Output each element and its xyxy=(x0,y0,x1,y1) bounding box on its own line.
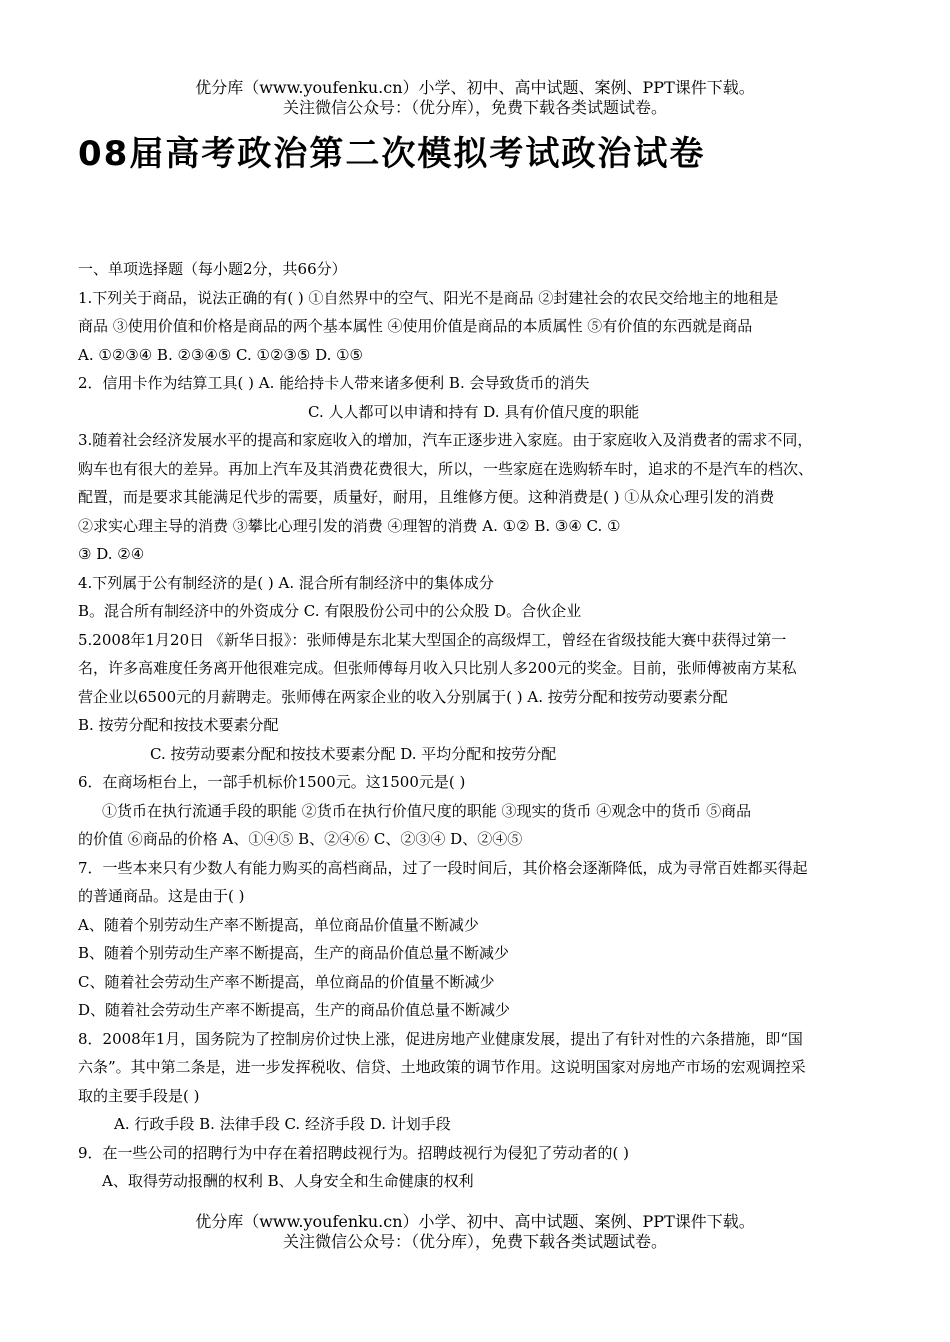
header-line-1: 优分库（www.youfenku.cn）小学、初中、高中试题、案例、PPT课件下载。 xyxy=(195,78,755,97)
question-7-line-2: 的普通商品。这是由于( ) xyxy=(78,887,245,905)
question-1-line-1: 1.下列关于商品，说法正确的有( ) ①自然界中的空气、阳光不是商品 ②封建社会的农民交给地主的地租是 xyxy=(78,288,779,307)
question-9-options: A、取得劳动报酬的权利 B、人身安全和生命健康的权利 xyxy=(102,1172,474,1190)
question-8-options: A. 行政手段 B. 法律手段 C. 经济手段 D. 计划手段 xyxy=(114,1115,451,1133)
question-3-line-3: 配置，而是要求其能满足代步的需要，质量好，耐用，且维修方便。这种消费是( ) ①从众心理引发的消费 xyxy=(78,488,775,506)
question-1-options: A. ①②③④ B. ②③④⑤ C. ①②③⑤ D. ①⑤ xyxy=(78,345,363,364)
question-6-line-1: 6．在商场柜台上，一部手机标价1500元。这1500元是( ) xyxy=(78,773,466,791)
question-7-option-c: C、随着社会劳动生产率不断提高，单位商品的价值量不断减少 xyxy=(78,972,495,991)
question-5-option-b: B. 按劳分配和按技术要素分配 xyxy=(78,716,279,734)
question-5-line-3: 营企业以6500元的月薪聘走。张师傅在两家企业的收入分别属于( ) A. 按劳分配和按劳动要素分配 xyxy=(78,687,728,706)
header-line-2: 关注微信公众号：（优分库），免费下载各类试题试卷。 xyxy=(282,98,667,117)
footer-line-1: 优分库（www.youfenku.cn）小学、初中、高中试题、案例、PPT课件下载。 xyxy=(195,1212,755,1231)
question-5-options-cd: C. 按劳动要素分配和按技术要素分配 D. 平均分配和按劳分配 xyxy=(150,744,557,763)
question-7-line-1: 7．一些本来只有少数人有能力购买的高档商品，过了一段时间后，其价格会逐渐降低，成为寻常百姓都买得起 xyxy=(78,858,808,877)
question-3-line-5: ③ D. ②④ xyxy=(78,545,145,563)
footer-line-2: 关注微信公众号：（优分库），免费下载各类试题试卷。 xyxy=(282,1232,667,1251)
question-8-line-1: 8．2008年1月，国务院为了控制房价过快上涨，促进房地产业健康发展，提出了有针对性的六条措施，即“国 xyxy=(78,1029,803,1048)
section-heading: 一、单项选择题（每小题2分，共66分） xyxy=(78,260,347,278)
question-8-line-2: 六条”。其中第二条是，进一步发挥税收、信贷、土地政策的调节作用。这说明国家对房地产市场的宏观调控采 xyxy=(78,1058,806,1076)
question-4-line-1: 4.下列属于公有制经济的是( ) A. 混合所有制经济中的集体成分 xyxy=(78,573,494,592)
page-header xyxy=(0,78,950,118)
question-7-option-d: D、随着社会劳动生产率不断提高，生产的商品价值总量不断减少 xyxy=(78,1001,511,1019)
question-3-line-1: 3.随着社会经济发展水平的提高和家庭收入的增加，汽车正逐步进入家庭。由于家庭收入及消费者的需求不同， xyxy=(78,431,813,449)
question-1-line-2: 商品 ③使用价值和价格是商品的两个基本属性 ④使用价值是商品的本质属性 ⑤有价值的东西就是商品 xyxy=(78,317,753,335)
page-footer xyxy=(0,1212,950,1252)
page-title: 08届高考政治第二次模拟考试政治试卷 xyxy=(78,134,706,174)
question-3-line-4: ②求实心理主导的消费 ③攀比心理引发的消费 ④理智的消费 A. ①② B. ③④ C. ① xyxy=(78,516,621,535)
question-9-line-1: 9．在一些公司的招聘行为中存在着招聘歧视行为。招聘歧视行为侵犯了劳动者的( ) xyxy=(78,1143,630,1162)
question-6-line-2: ①货币在执行流通手段的职能 ②货币在执行价值尺度的职能 ③现实的货币 ④观念中的货币 ⑤商品 xyxy=(102,801,752,820)
exam-content xyxy=(78,255,878,1196)
question-7-option-b: B、随着个别劳动生产率不断提高，生产的商品价值总量不断减少 xyxy=(78,944,510,962)
question-5-line-1: 5.2008年1月20日 《新华日报》：张师傅是东北某大型国企的高级焊工，曾经在省级技能大赛中获得过第一 xyxy=(78,630,787,649)
question-3-line-2: 购车也有很大的差异。再加上汽车及其消费花费很大，所以，一些家庭在选购轿车时，追求的不是汽车的档次、 xyxy=(78,459,814,478)
question-2-line-1: 2．信用卡作为结算工具( ) A. 能给持卡人带来诸多便利 B. 会导致货币的消失 xyxy=(78,374,590,392)
question-8-line-3: 取的主要手段是( ) xyxy=(78,1086,200,1105)
question-2-options: C. 人人都可以申请和持有 D. 具有价值尺度的职能 xyxy=(308,402,640,421)
question-5-line-2: 名，许多高难度任务离开他很难完成。但张师傅每月收入只比别人多200元的奖金。目前，张师傅被南方某私 xyxy=(78,659,797,677)
question-4-line-2: B。混合所有制经济中的外资成分 C. 有限股份公司中的公众股 D。合伙企业 xyxy=(78,602,582,620)
question-6-line-3: 的价值 ⑥商品的价格 A、①④⑤ B、②④⑥ C、②③④ D、②④⑤ xyxy=(78,830,523,848)
question-7-option-a: A、随着个别劳动生产率不断提高，单位商品价值量不断减少 xyxy=(78,915,479,934)
